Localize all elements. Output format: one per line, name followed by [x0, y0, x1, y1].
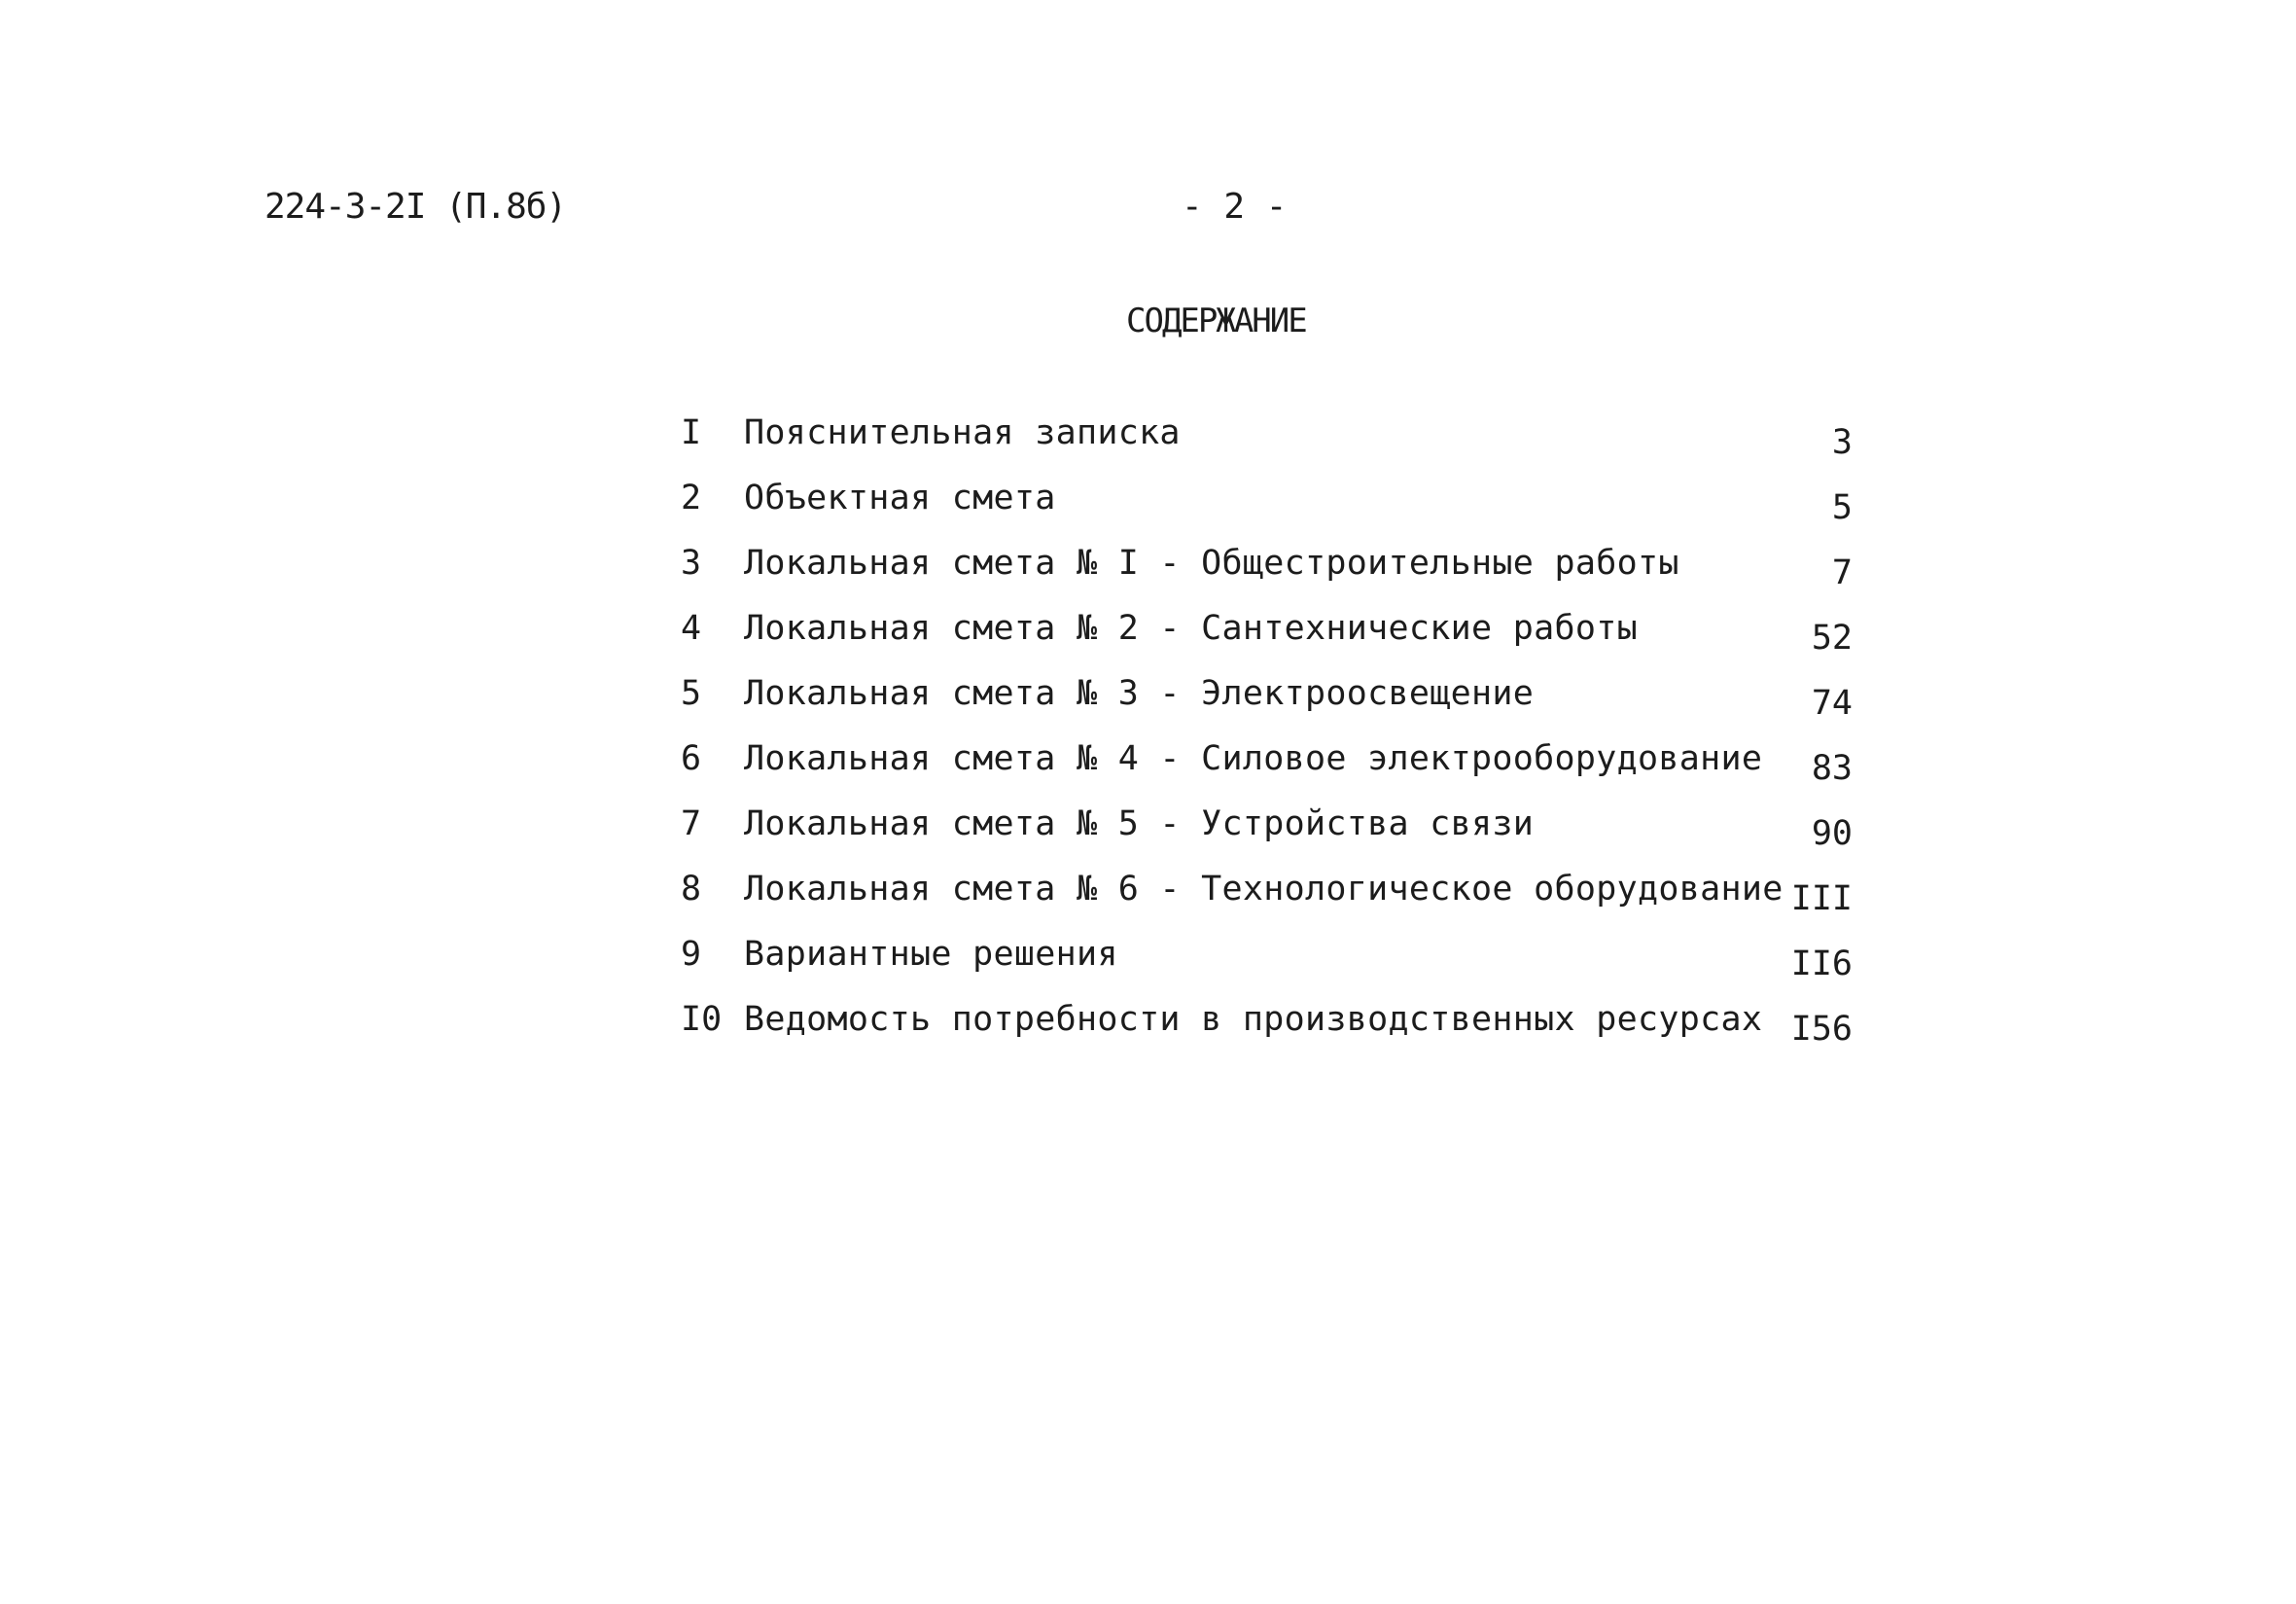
- toc-item-title: Вариантные решения: [744, 935, 1118, 974]
- toc-item-page: 3: [1831, 423, 1853, 462]
- toc-item-number: 3: [681, 544, 702, 583]
- toc-item-title: Объектная смета: [744, 479, 1056, 517]
- toc-item: [681, 1000, 1853, 1065]
- toc-title: СОДЕРЖАНИЕ: [1126, 302, 1306, 340]
- toc-item-page: 52: [1811, 619, 1853, 658]
- toc-item: [681, 739, 1853, 804]
- toc-item-number: 2: [681, 479, 702, 517]
- toc-item-number: 8: [681, 870, 702, 909]
- toc-item-page: 83: [1811, 749, 1853, 788]
- toc-item: [681, 870, 1853, 935]
- toc-item-number: 5: [681, 674, 702, 713]
- document-code: 224-3-2I (П.8б): [265, 187, 567, 227]
- toc-item-title: Локальная смета № 2 - Сантехнические работы: [744, 609, 1638, 648]
- toc-item-page: I56: [1790, 1010, 1853, 1049]
- toc-item-title: Пояснительная записка: [744, 413, 1181, 452]
- toc-item: [681, 479, 1853, 544]
- toc-item-page: II6: [1790, 945, 1853, 983]
- toc-item: [681, 935, 1853, 1000]
- toc-item-number: I0: [681, 1000, 723, 1039]
- toc-item-title: Локальная смета № 5 - Устройства связи: [744, 804, 1535, 843]
- toc-item-page: 74: [1811, 684, 1853, 723]
- page-number: - 2 -: [1182, 187, 1288, 227]
- toc-item-number: 7: [681, 804, 702, 843]
- toc-item: [681, 544, 1853, 609]
- toc-item-page: 7: [1831, 553, 1853, 592]
- toc-item-title: Локальная смета № I - Общестроительные работы: [744, 544, 1679, 583]
- toc-item: [681, 804, 1853, 870]
- toc-item-number: 9: [681, 935, 702, 974]
- toc-item: [681, 609, 1853, 674]
- toc-item-number: I: [681, 413, 702, 452]
- toc-item-number: 4: [681, 609, 702, 648]
- toc-item-title: Локальная смета № 6 - Технологическое оборудование: [744, 870, 1784, 909]
- toc-item-title: Локальная смета № 3 - Электроосвещение: [744, 674, 1535, 713]
- table-of-contents: [681, 413, 1853, 1065]
- toc-item-page: 5: [1831, 488, 1853, 527]
- toc-item-page: III: [1790, 879, 1853, 918]
- toc-item-title: Локальная смета № 4 - Силовое электрооборудование: [744, 739, 1763, 778]
- toc-item-page: 90: [1811, 814, 1853, 853]
- toc-item-title: Ведомость потребности в производственных ресурсах: [744, 1000, 1763, 1039]
- toc-item: [681, 413, 1853, 479]
- toc-item-number: 6: [681, 739, 702, 778]
- toc-item: [681, 674, 1853, 739]
